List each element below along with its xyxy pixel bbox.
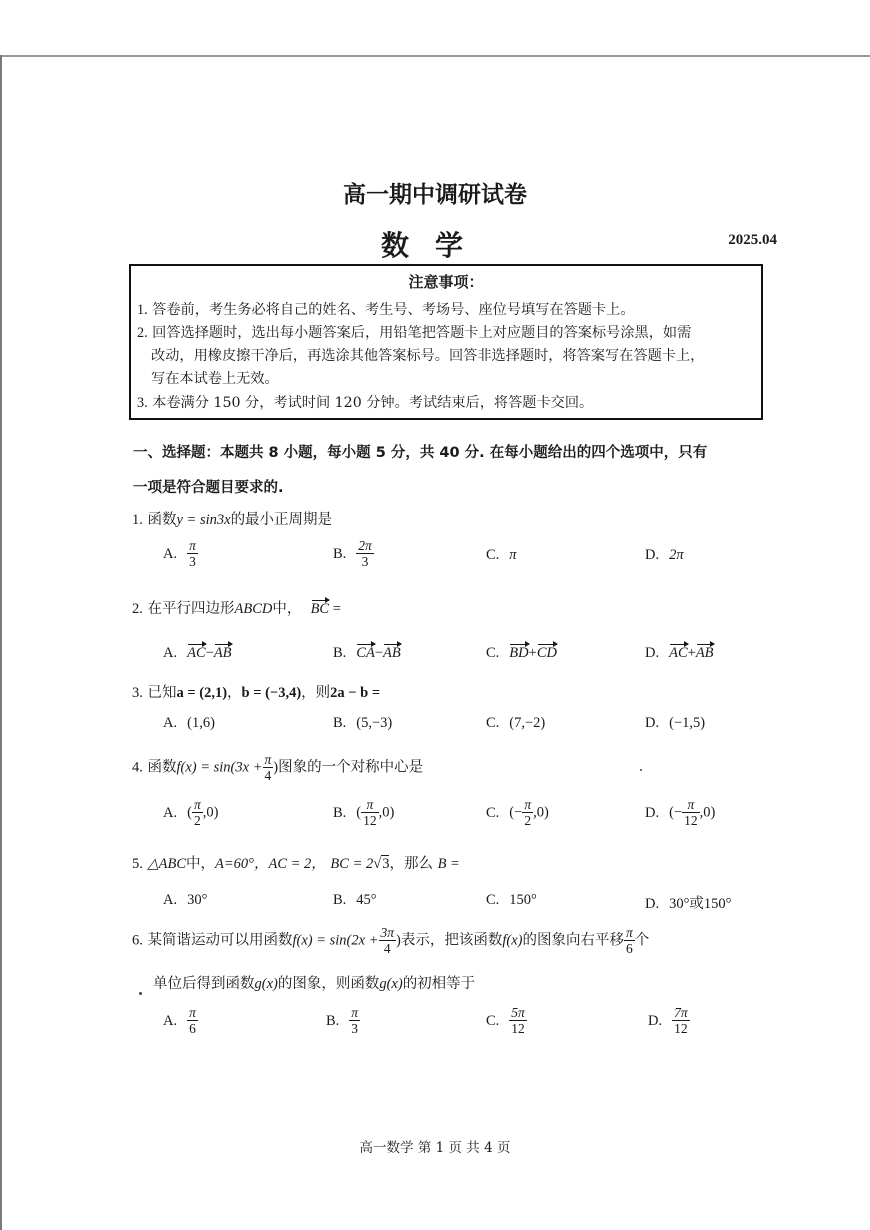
option-fraction [361,797,379,828]
option-label: D. [645,645,660,661]
frac-num: π [361,797,379,813]
q1-option-d [645,547,684,564]
question-5-stem [132,852,460,873]
frac-num: 5π [511,1005,525,1020]
option-fraction [672,1005,690,1036]
q6-option-b [326,1005,360,1036]
notice-item-num: 2. [137,325,148,341]
question-1-stem [132,508,332,529]
option-fraction [682,797,700,828]
stem-text: 某简谐运动可以用函数 [147,932,293,949]
q5-option-b [333,892,377,909]
stem-text: 的初相等于 [402,976,476,992]
option-fraction [187,538,198,569]
q2-option-a [163,645,232,662]
frac-den: 4 [264,768,272,783]
stem-fraction [379,925,397,956]
vector: AB [383,645,401,661]
question-3-stem: 3. 已知a = (2,1)，b = (−3,4)，则2a − b = [132,685,381,701]
notice-title: 注意事项： [408,273,484,291]
q3-option-b [333,715,392,732]
option-label: C. [486,645,500,661]
frac-den: 3 [361,554,369,569]
stem-math: a = (2,1) [176,685,228,701]
option-label: A. [163,892,178,908]
frac-den: 3 [189,554,196,569]
q5-option-d [645,892,731,913]
stem-math: g(x) [379,976,403,992]
frac-num: π [524,797,532,812]
option-label: D. [645,804,660,821]
stem-math: g(x) [254,976,278,992]
vector: CD [536,645,557,661]
question-4-stem [132,752,423,783]
question-number: 4. [132,759,143,776]
stem-text: 在平行四边形 [147,601,235,617]
q3-option-d [645,715,705,732]
question-number: 1. [132,512,143,528]
option-fraction [509,1005,527,1036]
notice-item-text: 本卷满分 150 分，考试时间 120 分钟。考试结束后，将答题卡交回。 [152,395,594,411]
frac-num: π [625,925,633,940]
stem-math: BC = 2 [330,856,374,872]
option-fraction [522,797,533,828]
q2-option-d [645,645,714,662]
q6-option-d [648,1005,690,1036]
q4-option-d [645,797,715,828]
vector: AC [669,645,688,661]
frac-den: 12 [674,1021,688,1036]
notice-item-text: 改动，用橡皮擦干净后，再选涂其他答案标号。回答非选择题时，将答案写在答题卡上， [151,348,705,364]
option-value: (5,−3) [356,715,393,731]
stem-close: ) [396,932,401,949]
option-value: 45° [356,892,377,908]
option-post: ,0) [699,804,716,821]
q6-option-c [486,1005,527,1036]
frac-den: 12 [684,813,698,828]
q4-option-b [333,797,394,828]
option-label: D. [645,547,660,563]
section-heading-line1: 一、选择题：本题共 8 小题，每小题 5 分，共 40 分. 在每小题给出的四个选项中，只有 [133,445,708,461]
scan-top-edge [0,55,870,57]
frac-num: π [193,797,201,812]
option-label: A. [163,715,178,731]
option-pre: ( [187,804,192,821]
operator: − [374,645,384,661]
option-value: 30° [187,892,208,908]
scan-speck [139,992,142,995]
option-fraction [187,1005,198,1036]
page-footer: 高一数学 第 1 页 共 4 页 [359,1140,511,1156]
q1-option-a [163,538,198,569]
q2-option-c [486,645,557,662]
frac-num: π [264,752,272,767]
frac-num: 2π [358,538,372,553]
option-post: ,0) [202,804,219,821]
section-heading-line2: 一项是符合题目要求的. [133,480,284,496]
option-label: A. [163,1012,178,1029]
question-number: 2. [132,601,143,617]
notice-item-num: 3. [137,395,148,411]
notice-item-text: 回答选择题时，选出每小题答案后，用铅笔把答题卡上对应题目的答案标号涂黑，如需 [152,325,692,341]
frac-den: 12 [363,813,377,828]
question-2-stem [132,597,341,618]
stem-math: 2a − b = [330,685,381,701]
stem-text: 中， [272,601,302,617]
option-label: B. [333,804,347,821]
scan-speck [640,769,642,771]
option-value: 2π [669,547,684,563]
option-value: (1,6) [187,715,215,731]
stem-text: 单位后得到函数 [153,976,255,992]
q1-option-b [333,538,374,569]
stem-math: f(x) [502,932,523,949]
operator: + [528,645,537,661]
option-label: A. [163,545,178,562]
vector: BD [509,645,529,661]
stem-math: f(x) = sin(3x + [176,759,263,776]
q1-option-c [486,547,517,564]
stem-text: 表示，把该函数 [400,932,503,949]
option-pre: (− [669,804,683,821]
vector: AB [695,645,714,661]
question-number: 5. [132,856,143,872]
option-value: 30°或150° [669,896,732,912]
stem-text: 图象的一个对称中心是 [278,759,424,776]
stem-text: ，那么 [389,856,433,872]
frac-den: 12 [511,1021,525,1036]
option-pre: (− [509,804,523,821]
frac-den: 2 [524,813,532,828]
stem-fraction [624,925,635,956]
notice-item-num: 1. [137,302,148,318]
option-label: C. [486,547,500,563]
option-label: A. [163,804,178,821]
question-6-stem-line2 [153,972,475,993]
option-label: B. [333,645,347,661]
stem-text: 的最小正周期是 [230,512,333,528]
stem-math: △ABC [147,856,187,872]
option-post: ,0) [533,804,549,821]
stem-close: ) [273,759,279,776]
option-label: B. [333,892,347,908]
frac-den: 4 [383,941,391,956]
sqrt-radicand: 3 [382,856,390,872]
stem-text: 函数 [147,759,177,776]
stem-math: AC = 2， [268,856,326,872]
q2-option-b [333,645,401,662]
frac-den: 2 [193,813,201,828]
q3-option-a [163,715,215,732]
option-label: C. [486,1012,500,1029]
option-value: (−1,5) [669,715,706,731]
stem-math: B = [437,856,460,872]
exam-date: 2025.04 [728,232,777,248]
q5-option-c [486,892,537,909]
option-label: A. [163,645,178,661]
operator: − [205,645,214,661]
option-label: B. [333,545,347,562]
operator: + [687,645,696,661]
q4-option-a [163,797,218,828]
q4-option-c [486,797,549,828]
stem-text: 个 [634,932,650,949]
stem-math: y = sin3x [176,512,231,528]
option-label: C. [486,892,500,908]
option-post: ,0) [378,804,395,821]
stem-text: 函数 [147,512,177,528]
stem-vector: BC [310,601,330,617]
question-6-stem-line1 [132,925,649,956]
option-label: D. [645,896,660,912]
stem-math: b = (−3,4) [241,685,302,701]
option-fraction [349,1005,360,1036]
question-number: 6. [132,932,143,949]
stem-math: A=60°， [215,856,269,872]
frac-num: π [682,797,700,813]
notice-item-text: 写在本试卷上无效。 [151,371,279,387]
stem-text: 的图象，则函数 [277,976,380,992]
frac-den: 6 [625,941,633,956]
stem-fraction [263,752,274,783]
notice-item-2 [137,322,759,391]
q6-option-a [163,1005,198,1036]
option-fraction [356,538,374,569]
stem-eq: = [329,601,341,617]
notice-item-text: 答卷前，考生务必将自己的姓名、考生号、考场号、座位号填写在答题卡上。 [152,302,635,318]
option-label: D. [645,715,660,731]
frac-num: π [351,1005,359,1020]
vector: CA [356,645,375,661]
vector: AB [213,645,232,661]
frac-num: π [189,1005,196,1020]
frac-den: 6 [189,1021,196,1036]
exam-title: 高一期中调研试卷 [343,182,527,208]
option-pre: ( [356,804,362,821]
notice-item-1 [137,299,759,322]
stem-math: ABCD [234,601,273,617]
stem-text: 中， [186,856,216,872]
frac-num: 7π [674,1005,688,1020]
stem-text: 的图象向右平移 [522,932,624,949]
notice-item-3 [137,392,759,415]
question-number: 3. [132,685,143,701]
stem-text: 已知 [147,685,177,701]
vector: AC [187,645,206,661]
option-label: D. [648,1012,663,1029]
option-label: B. [333,715,347,731]
option-value: π [509,547,517,563]
option-value: 150° [509,892,537,908]
q3-option-c [486,715,545,732]
option-label: B. [326,1012,340,1029]
frac-den: 3 [351,1021,359,1036]
option-label: C. [486,804,500,821]
q5-option-a [163,892,207,909]
stem-math: f(x) = sin(2x + [292,932,379,949]
frac-num: 3π [380,925,395,940]
option-value: (7,−2) [509,715,546,731]
option-fraction [192,797,203,828]
option-label: C. [486,715,500,731]
notice-box [129,264,763,420]
sqrt-sign: √ [373,856,382,872]
exam-subject: 数学 [380,229,489,262]
frac-num: π [189,538,196,553]
